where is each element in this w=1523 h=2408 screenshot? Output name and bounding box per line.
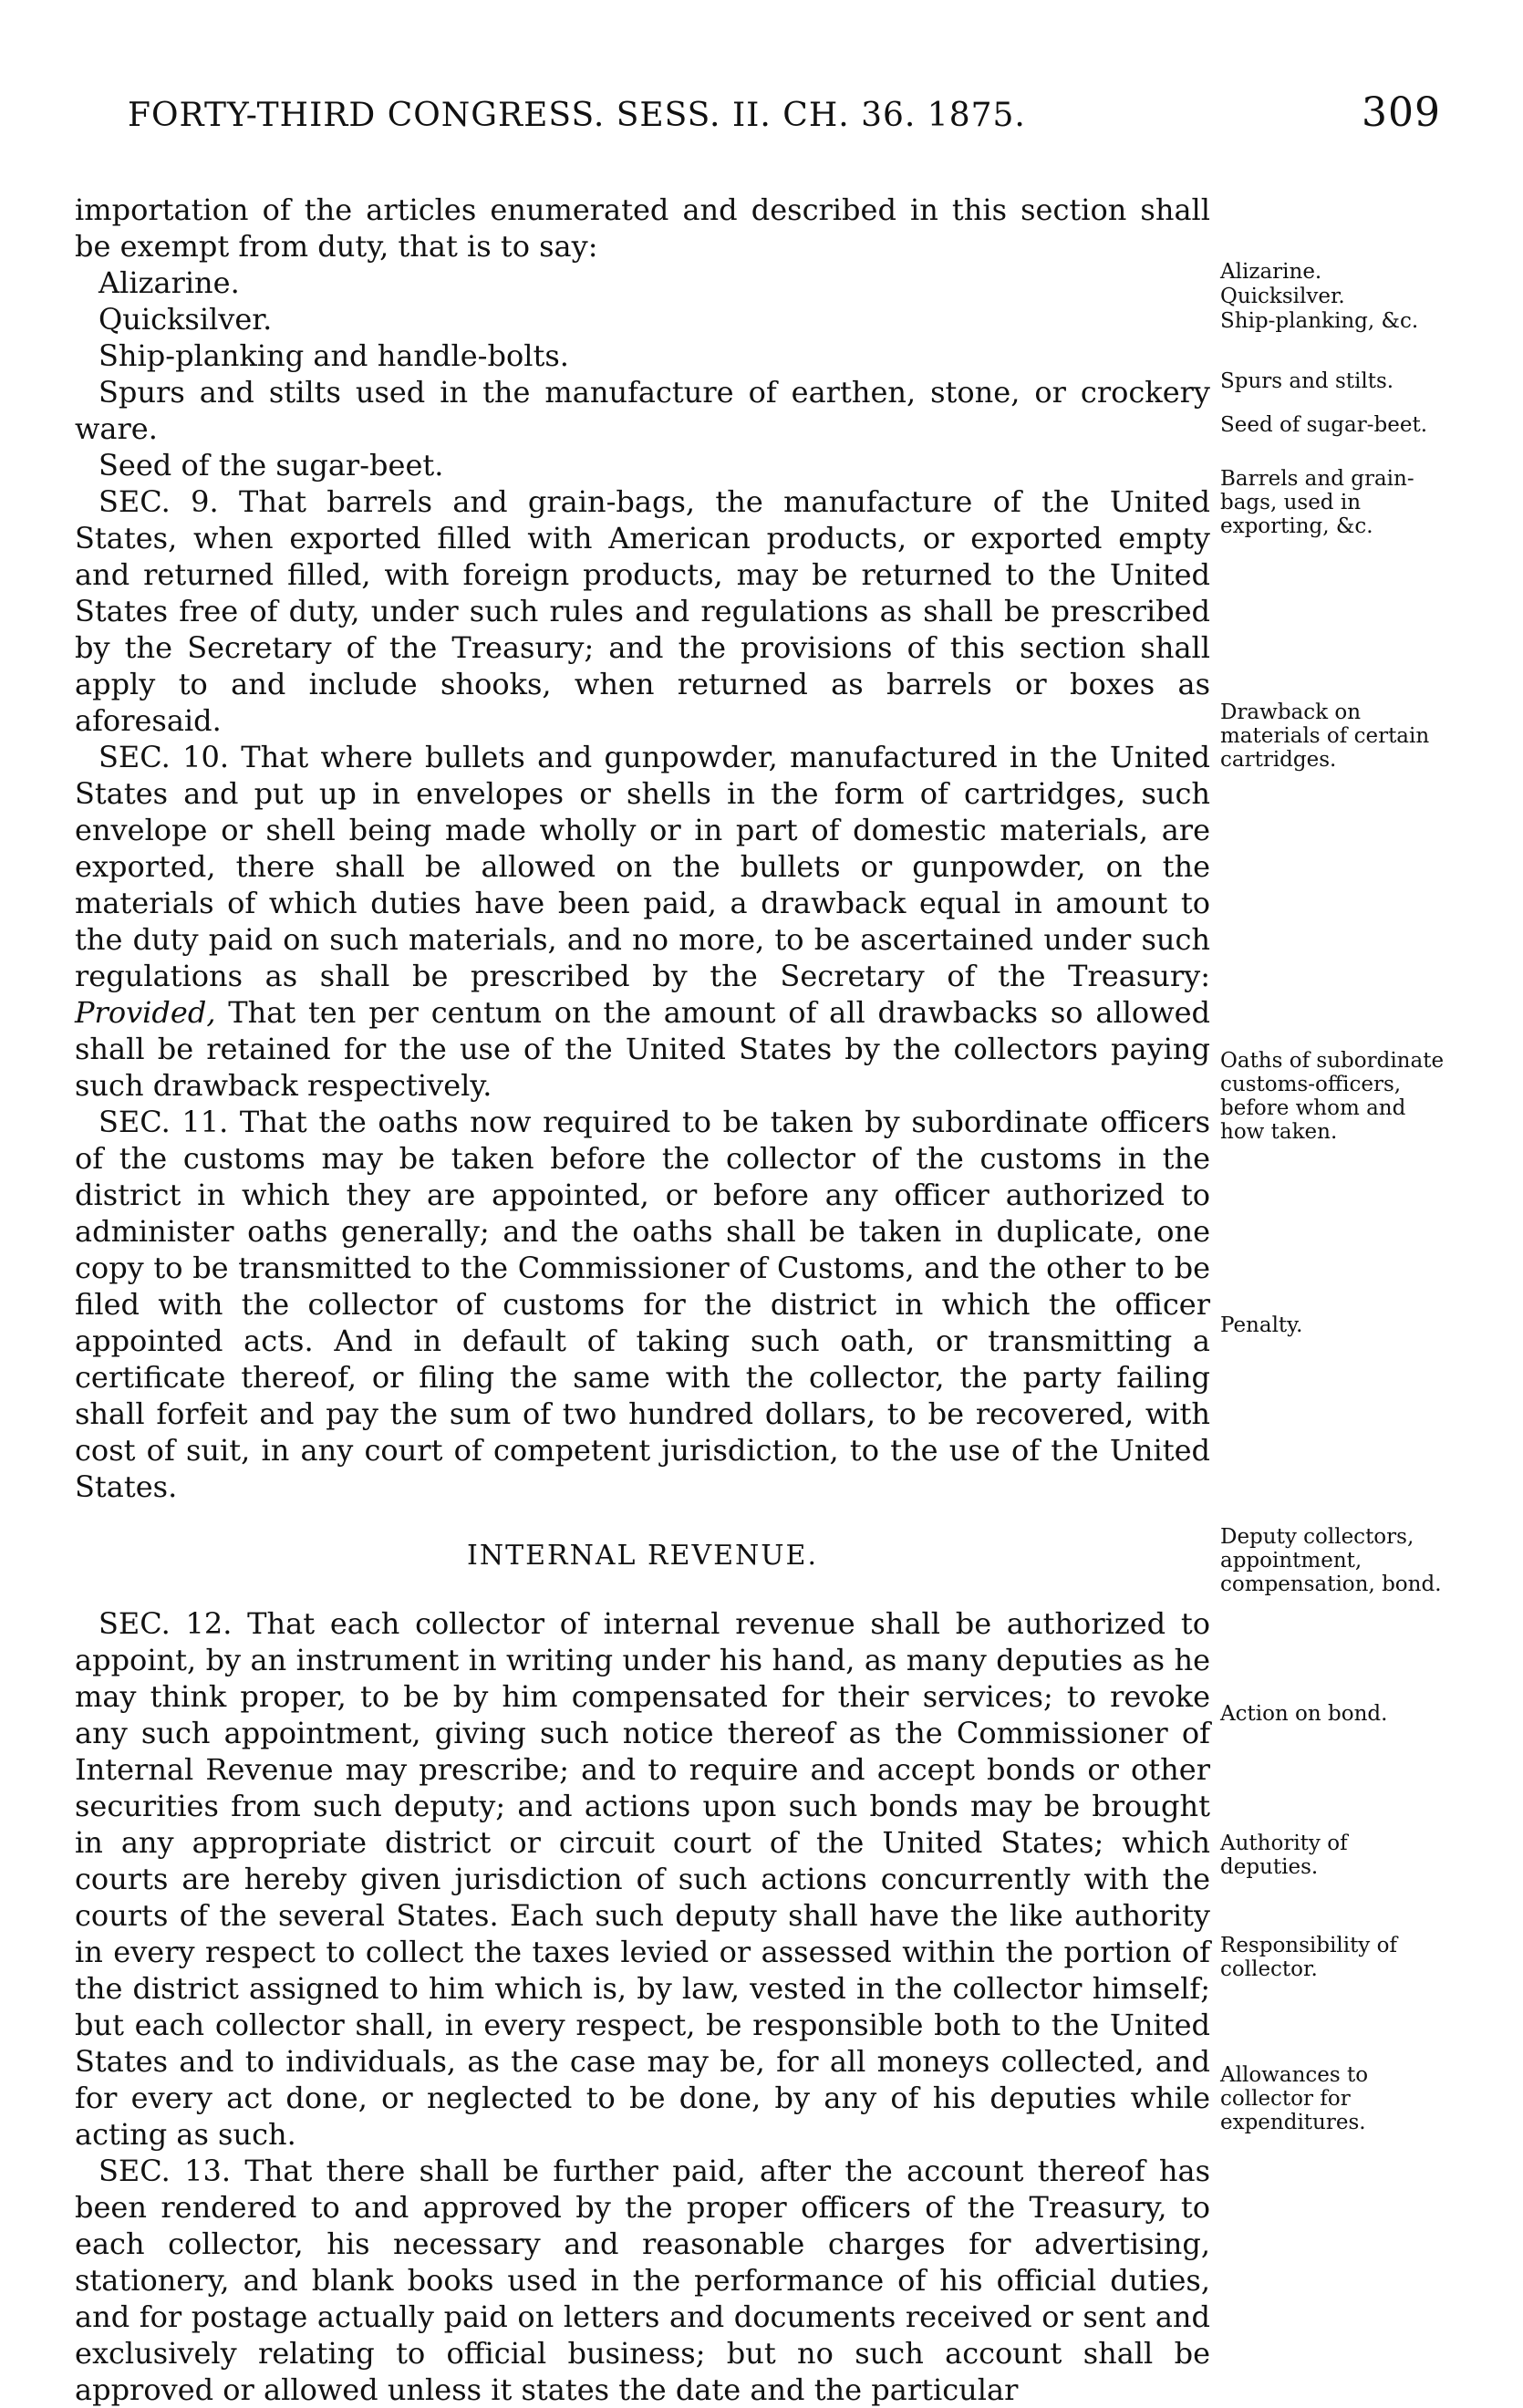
- margin-note: Alizarine.: [1220, 260, 1322, 284]
- section-9-label: SEC. 9.: [98, 484, 219, 519]
- section-12-text: That each collector of internal revenue shall be authorized to appoint, by an instrument in writing under his hand, as many deputies as he may think proper, to be by him compensated for their services; to revoke any such appointment, giving such notice thereof as the Commissioner of Internal Revenue may prescribe; and to require and accept bonds or other securities from such deputy; and actions upon such bonds may be brought in any appropriate district or circuit court of the United States; which courts are hereby given jurisdiction of such actions concurrently with the courts of the several States. Each such deputy shall have the like authority in every respect to collect the taxes levied or assessed within the portion of the district assigned to him which is, by law, vested in the collector himself; but each collector shall, in every respect, be responsible both to the United States and to individuals, as the case may be, for all moneys collected, and for every act done, or neglected to be done, by any of his deputies while acting as such.: [75, 1606, 1211, 2152]
- margin-note: Penalty.: [1220, 1313, 1303, 1337]
- margin-note: Deputy collectors, appointment, compensation, bond.: [1220, 1525, 1442, 1596]
- margin-note: Barrels and grain-bags, used in exporting, &c.: [1220, 467, 1414, 538]
- margin-note: Seed of sugar-beet.: [1220, 413, 1428, 437]
- section-10-provided: Provided,: [75, 995, 216, 1030]
- section-11: [75, 1104, 1210, 1505]
- section-13-label: SEC. 13.: [98, 2154, 232, 2188]
- section-11-label: SEC. 11.: [98, 1105, 229, 1139]
- section-13-text: That there shall be further paid, after the account thereof has been rendered to and approved by the proper officers of the Treasury, to each collector, his necessary and reasonable charges for advertising, stationery, and blank books used in the performance of his official duties, and for postage actually paid on letters and documents received or sent and exclusively relating to official business; but no such account shall be approved or allowed unless it states the date and the particular: [75, 2154, 1211, 2407]
- margin-note: Action on bond.: [1220, 1702, 1388, 1726]
- margin-note: Drawback on materials of certain cartridges.: [1220, 701, 1430, 772]
- section-13: [75, 2153, 1210, 2408]
- margin-note: Ship-planking, &c.: [1220, 309, 1419, 333]
- list-item: Quicksilver.: [98, 302, 273, 337]
- section-9: [75, 483, 1210, 739]
- section-10-label: SEC. 10.: [98, 740, 229, 774]
- section-10-text-a: That where bullets and gunpowder, manufactured in the United States and put up in envelopes or shells in the form of cartridges, such envelope or shell being made wholly or in part of domestic materials, are exported, there shall be allowed on the bullets or gunpowder, on the materials of which duties have been paid, a drawback equal in amount to the duty paid on such materials, and no more, to be ascertained under such regulations as shall be prescribed by the Secretary of the Treasury:: [75, 740, 1211, 993]
- margin-note: Allowances to collector for expenditures.: [1220, 2063, 1369, 2134]
- section-12: [75, 1605, 1210, 2153]
- section-12-label: SEC. 12.: [98, 1606, 233, 1641]
- margin-note: Quicksilver.: [1220, 285, 1345, 308]
- section-10: [75, 739, 1210, 1104]
- body-text: [75, 192, 1210, 2408]
- section-heading: INTERNAL REVENUE.: [467, 1540, 818, 1572]
- list-item: Ship-planking and handle-bolts.: [98, 338, 569, 373]
- running-head: FORTY-THIRD CONGRESS. SESS. II. CH. 36. 1875.: [128, 97, 1026, 134]
- list-item: Spurs and stilts used in the manufacture of earthen, stone, or crockery ware.: [75, 375, 1210, 446]
- margin-note: Spurs and stilts.: [1220, 369, 1394, 393]
- page-number: 309: [1362, 89, 1441, 136]
- margin-note: Responsibility of collector.: [1220, 1934, 1397, 1981]
- list-item: Seed of the sugar-beet.: [98, 448, 444, 483]
- page-header: [73, 88, 1441, 142]
- intro-paragraph: importation of the articles enumerated and described in this section shall be exempt from duty, that is to say:: [75, 192, 1210, 264]
- list-item: Alizarine.: [98, 265, 240, 300]
- margin-note: Authority of deputies.: [1220, 1832, 1348, 1879]
- section-11-text: That the oaths now required to be taken by subordinate officers of the customs may be taken before the collector of the customs in the district in which they are appointed, or before any officer authorized to administer oaths generally; and the oaths shall be taken in duplicate, one copy to be transmitted to the Commissioner of Customs, and the other to be filed with the collector of customs for the district in which the officer appointed acts. And in default of taking such oath, or transmitting a certificate thereof, or filing the same with the collector, the party failing shall forfeit and pay the sum of two hundred dollars, to be recovered, with cost of suit, in any court of competent jurisdiction, to the use of the United States.: [75, 1105, 1211, 1504]
- section-9-text: That barrels and grain-bags, the manufacture of the United States, when exported filled with American products, or exported empty and returned filled, with foreign products, may be returned to the United States free of duty, under such rules and regulations as shall be prescribed by the Secretary of the Treasury; and the provisions of this section shall apply to and include shooks, when returned as barrels or boxes as aforesaid.: [75, 484, 1211, 738]
- section-10-text-b: That ten per centum on the amount of all drawbacks so allowed shall be retained for the use of the United States by the collectors paying such drawback respectively.: [75, 995, 1210, 1103]
- margin-note: Oaths of subordinate customs-officers, before whom and how taken.: [1220, 1049, 1445, 1144]
